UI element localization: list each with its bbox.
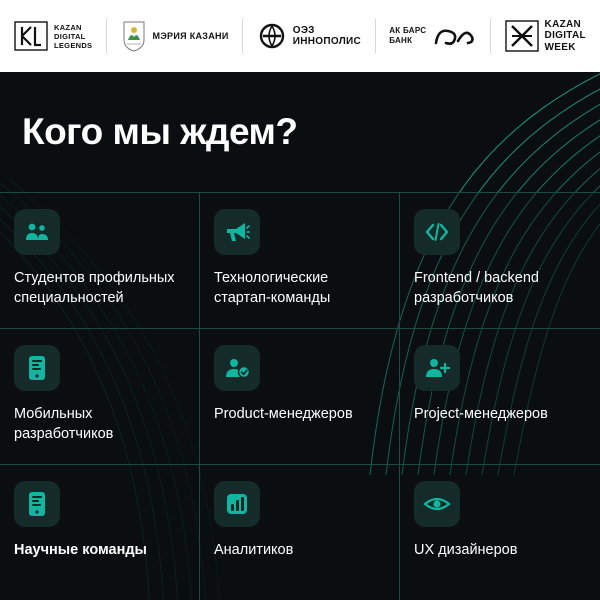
logo-kdl-text-legends: LEGENDS [54,40,93,50]
card-label: Frontend / backend разработчиков [414,270,539,306]
logo-kazan-city-hall [121,20,229,52]
logo-ak-bars-line-2: БАНК [389,36,413,45]
card-label: Мобильных разработчиков [14,406,114,442]
logo-oez-line-1: ОЭЗ [292,24,315,36]
megaphone-icon [214,209,260,255]
logo-ak-bars-line-1: АК БАРС [389,26,427,36]
card-startup-teams [200,193,400,329]
kazan-digital-week-icon [505,20,539,52]
logo-city-hall-label: МЭРИЯ КАЗАНИ [152,30,229,41]
logo-kazan-digital-legends [14,21,92,51]
logo-oez-text [293,25,361,48]
hero-section [0,72,600,192]
logo-kdw-line-2: DIGITAL [544,30,586,42]
card-label: Аналитиков [214,542,294,558]
code-brackets-icon [414,209,460,255]
mobile-phone-icon [14,481,60,527]
logo-kdl-text-digital: DIGITAL [54,31,86,41]
logo-kdw-line-3: WEEK [544,41,576,53]
card-ux-designers [400,465,600,600]
logo-divider-2 [242,19,243,53]
card-label: Project-менеджеров [414,406,548,422]
coat-of-arms-icon [121,20,147,52]
card-analysts [200,465,400,600]
logo-ak-bars-text [389,26,426,45]
audience-grid [0,192,600,600]
card-label: UX дизайнеров [414,542,518,558]
sponsor-logo-bar [0,0,600,72]
card-label: Технологические стартап-команды [214,270,331,306]
logo-divider-3 [375,19,376,53]
logo-oez-innopolis [257,21,361,51]
kazan-digital-legends-icon [14,21,48,51]
card-research-teams [0,465,200,600]
card-label: Научные команды [14,542,147,558]
card-mobile-developers [0,329,200,465]
card-label: Студентов профильных специальностей [14,270,175,306]
logo-kdw-text [545,19,586,54]
user-plus-icon [414,345,460,391]
ak-bars-icon [432,23,476,49]
oez-innopolis-icon [257,21,287,51]
logo-kdl-line-1 [54,23,92,50]
bar-chart-icon [214,481,260,527]
card-label: Product-менеджеров [214,406,353,422]
card-project-managers [400,329,600,465]
logo-kdl-text-kazan: KAZAN [54,22,82,32]
logo-kdw-line-1: KAZAN [544,18,582,30]
logo-divider-4 [490,19,491,53]
page-title: Кого мы ждем? [22,111,298,152]
card-frontend-backend [400,193,600,329]
card-students [0,193,200,329]
eye-icon [414,481,460,527]
mobile-phone-icon [14,345,60,391]
logo-oez-line-2: ИННОПОЛИС [292,36,362,47]
logo-divider-1 [106,19,107,53]
card-product-managers [200,329,400,465]
logo-kazan-digital-week [505,19,586,54]
user-check-icon [214,345,260,391]
people-group-icon [14,209,60,255]
logo-ak-bars-bank [389,23,476,49]
